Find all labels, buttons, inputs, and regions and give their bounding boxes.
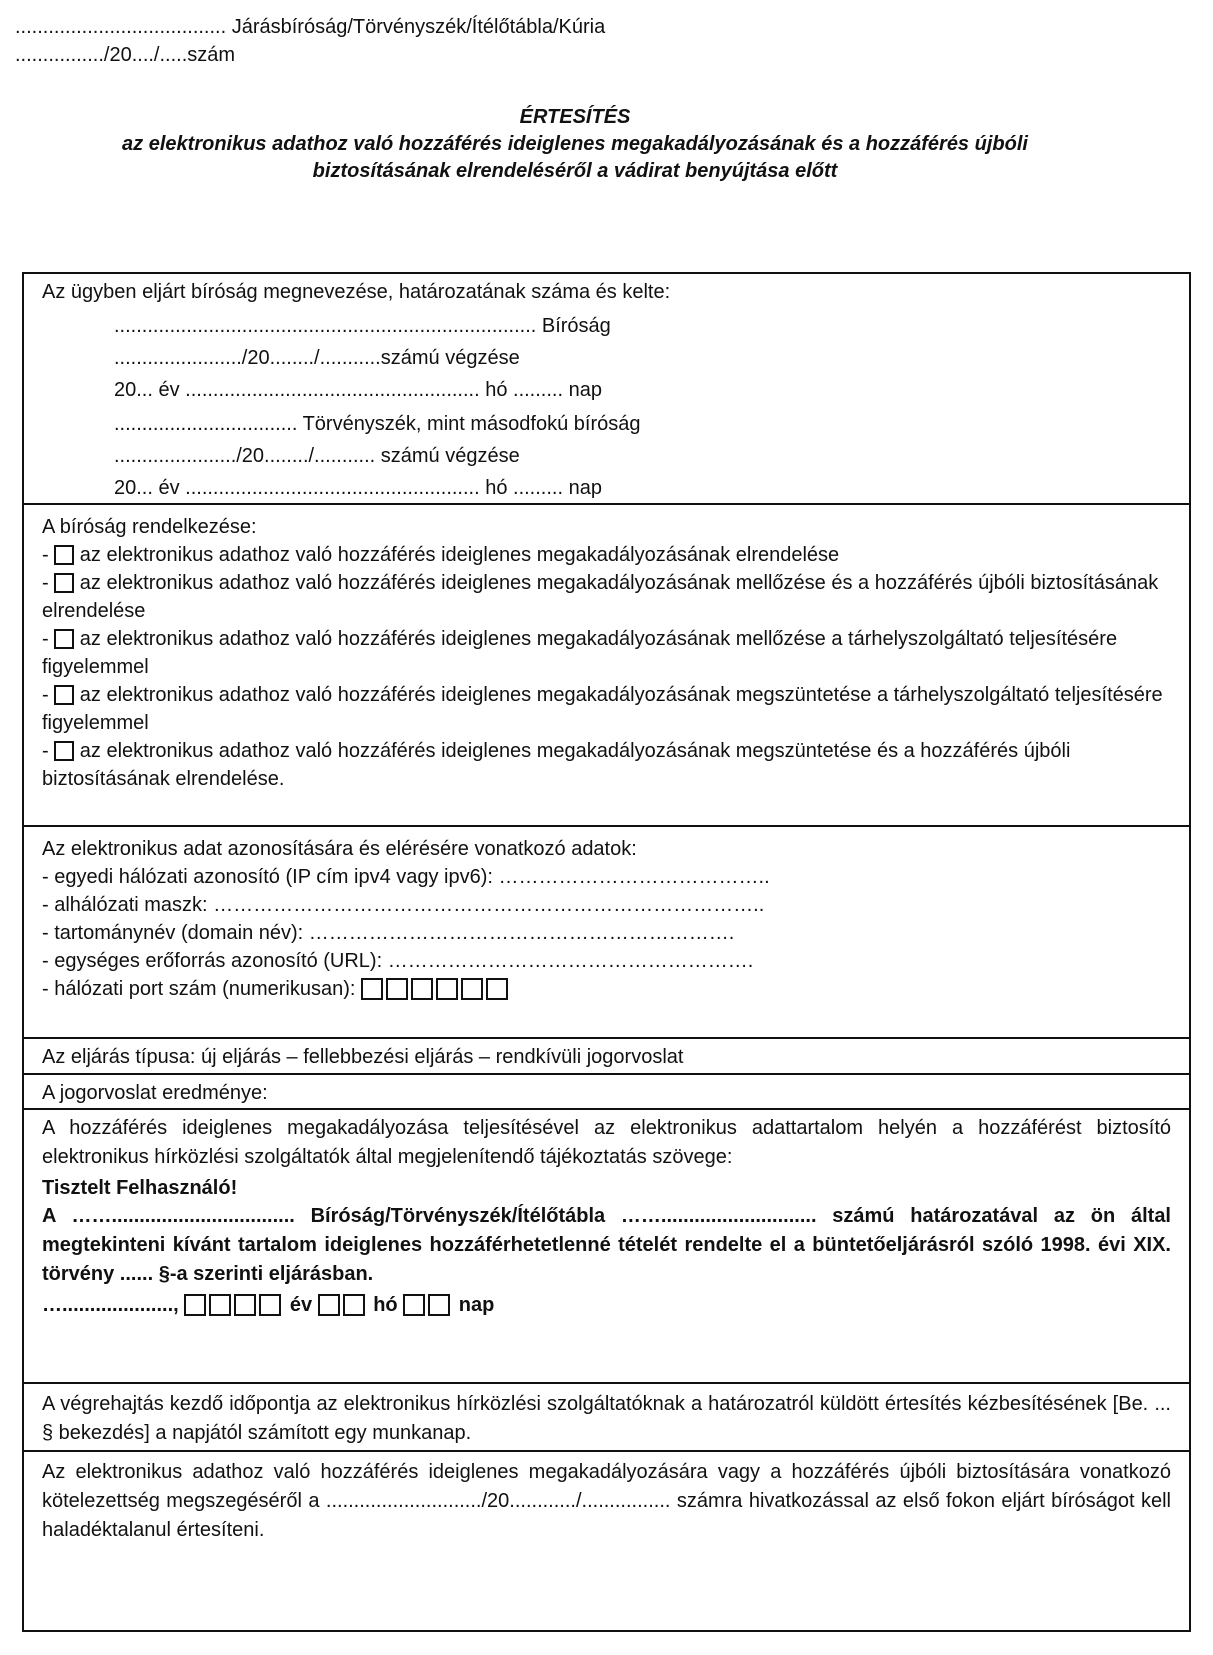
domain-name-field[interactable]: - tartománynév (domain név): ……………………………………………………….	[42, 922, 735, 944]
document-subtitle-line2: biztosításának elrendeléséről a vádirat benyújtása előtt	[312, 160, 838, 182]
section-heading: A bíróság rendelkezése:	[42, 516, 257, 538]
notice-date-row	[42, 1291, 1171, 1319]
month-digit-box[interactable]	[343, 1294, 365, 1316]
day-label: nap	[458, 1294, 495, 1316]
user-notice-section	[24, 1110, 1189, 1384]
year-digit-box[interactable]	[234, 1294, 256, 1316]
option-dash: -	[42, 628, 49, 650]
order-date-line[interactable]: 20... év ..................................................... hó ......... nap	[114, 379, 602, 401]
option-dash: -	[42, 684, 49, 706]
option-label: az elektronikus adathoz való hozzáférés ideiglenes megakadályozásának elrendelése	[79, 544, 840, 566]
ip-address-field[interactable]: - egyedi hálózati azonosító (IP cím ipv4 vagy ipv6): …………………………………..	[42, 866, 770, 888]
document-subtitle-line1: az elektronikus adathoz való hozzáférés ideiglenes megakadályozásának és a hozzáférés újbóli	[122, 133, 1028, 155]
day-digit-box[interactable]	[403, 1294, 425, 1316]
notification-form	[22, 272, 1191, 1632]
option-checkbox[interactable]	[54, 573, 74, 593]
court-header: ...................................... Járásbíróság/Törvényszék/Ítélőtábla/Kúria	[15, 16, 606, 38]
court-name-line[interactable]: ............................................................................ Bíróság	[114, 315, 611, 337]
obligation-breach-section	[24, 1452, 1189, 1630]
place-field[interactable]: …....................,	[42, 1294, 179, 1316]
order-number-line[interactable]: ......................./20......../...........számú végzése	[114, 347, 520, 369]
court-disposition-section	[24, 505, 1189, 827]
year-digit-box[interactable]	[209, 1294, 231, 1316]
port-digit-box[interactable]	[436, 978, 458, 1000]
notice-greeting: Tisztelt Felhasználó!	[42, 1177, 238, 1199]
option-label: az elektronikus adathoz való hozzáférés ideiglenes megakadályozásának megszüntetése és a hozzáférés újbóli biztosításának elrendelése.	[42, 740, 1071, 790]
option-checkbox[interactable]	[54, 685, 74, 705]
option-checkbox[interactable]	[54, 741, 74, 761]
option-checkbox[interactable]	[54, 545, 74, 565]
appeal-court-line[interactable]: ................................. Törvényszék, mint másodfokú bíróság	[114, 413, 641, 435]
year-digit-box[interactable]	[259, 1294, 281, 1316]
port-number-label: - hálózati port szám (numerikusan):	[42, 978, 356, 1000]
electronic-data-section	[24, 827, 1189, 1039]
option-dash: -	[42, 572, 49, 594]
section-heading: Az elektronikus adat azonosítására és elérésére vonatkozó adatok:	[42, 838, 637, 860]
section-heading: Az ügyben eljárt bíróság megnevezése, határozatának száma és kelte:	[42, 281, 671, 303]
year-label: év	[289, 1294, 313, 1316]
remedy-result-text: A jogorvoslat eredménye:	[42, 1082, 268, 1104]
port-digit-box[interactable]	[486, 978, 508, 1000]
document-title: ÉRTESÍTÉS	[519, 106, 631, 128]
disposition-option	[42, 569, 1165, 625]
port-digit-box[interactable]	[461, 978, 483, 1000]
disposition-option	[42, 625, 1165, 681]
case-number-header: ................/20..../.....szám	[15, 44, 236, 66]
option-dash: -	[42, 544, 49, 566]
notice-body: A ……................................. Bíróság/Törvényszék/Ítélőtábla ……............................ számú határozatával az ön által megtekinteni kívánt tartalom ideiglenes hozzáférhetetlenné tételét rendelte el a büntetőeljárásról szóló 1998. évi XIX. törvény ...... §-a szerinti eljárásban.	[42, 1205, 1171, 1285]
port-digit-box[interactable]	[411, 978, 433, 1000]
execution-start-text: A végrehajtás kezdő időpontja az elektronikus hírközlési szolgáltatóknak a határozatról küldött értesítés kézbesítésének [Be. ... § bekezdés] a napjától számított egy munkanap.	[42, 1393, 1171, 1444]
procedure-type-section	[24, 1039, 1189, 1075]
day-digit-box[interactable]	[428, 1294, 450, 1316]
option-label: az elektronikus adathoz való hozzáférés ideiglenes megakadályozásának megszüntetése a tárhelyszolgáltató teljesítésére figyelemmel	[42, 684, 1163, 734]
disposition-option	[42, 681, 1165, 737]
execution-start-section	[24, 1384, 1189, 1452]
port-number-row	[42, 975, 1171, 1003]
year-digit-box[interactable]	[184, 1294, 206, 1316]
option-label: az elektronikus adathoz való hozzáférés ideiglenes megakadályozásának mellőzése a tárhelyszolgáltató teljesítésére figyelemmel	[42, 628, 1118, 678]
option-dash: -	[42, 740, 49, 762]
disposition-option	[42, 737, 1165, 793]
appeal-order-date-line[interactable]: 20... év ..................................................... hó ......... nap	[114, 477, 602, 499]
disposition-option	[42, 541, 1165, 569]
port-digit-box[interactable]	[386, 978, 408, 1000]
remedy-result-section	[24, 1075, 1189, 1110]
port-digit-box[interactable]	[361, 978, 383, 1000]
subnet-mask-field[interactable]: - alhálózati maszk: ………………………………………………………………………..	[42, 894, 765, 916]
procedure-type-text: Az eljárás típusa: új eljárás – fellebbezési eljárás – rendkívüli jogorvoslat	[42, 1046, 684, 1068]
option-label: az elektronikus adathoz való hozzáférés ideiglenes megakadályozásának mellőzése és a hozzáférés újbóli biztosításának elrendelése	[42, 572, 1159, 622]
url-field[interactable]: - egységes erőforrás azonosító (URL): ……………………………………………….	[42, 950, 754, 972]
month-label: hó	[373, 1294, 398, 1316]
obligation-breach-text: Az elektronikus adathoz való hozzáférés ideiglenes megakadályozására vagy a hozzáférés újbóli biztosítására vonatkozó kötelezettség megszegéséről a ............................/20............/................ számra hivatkozással az első fokon eljárt bíróságot kell haladéktalanul értesíteni.	[42, 1461, 1171, 1541]
month-digit-box[interactable]	[318, 1294, 340, 1316]
notice-intro: A hozzáférés ideiglenes megakadályozása teljesítésével az elektronikus adattartalom helyén a hozzáférést biztosító elektronikus hírközlési szolgáltatók által megjelenítendő tájékoztatás szövege:	[42, 1117, 1171, 1168]
court-decision-section	[24, 274, 1189, 505]
appeal-order-number-line[interactable]: ....................../20......../........... számú végzése	[114, 445, 520, 467]
option-checkbox[interactable]	[54, 629, 74, 649]
